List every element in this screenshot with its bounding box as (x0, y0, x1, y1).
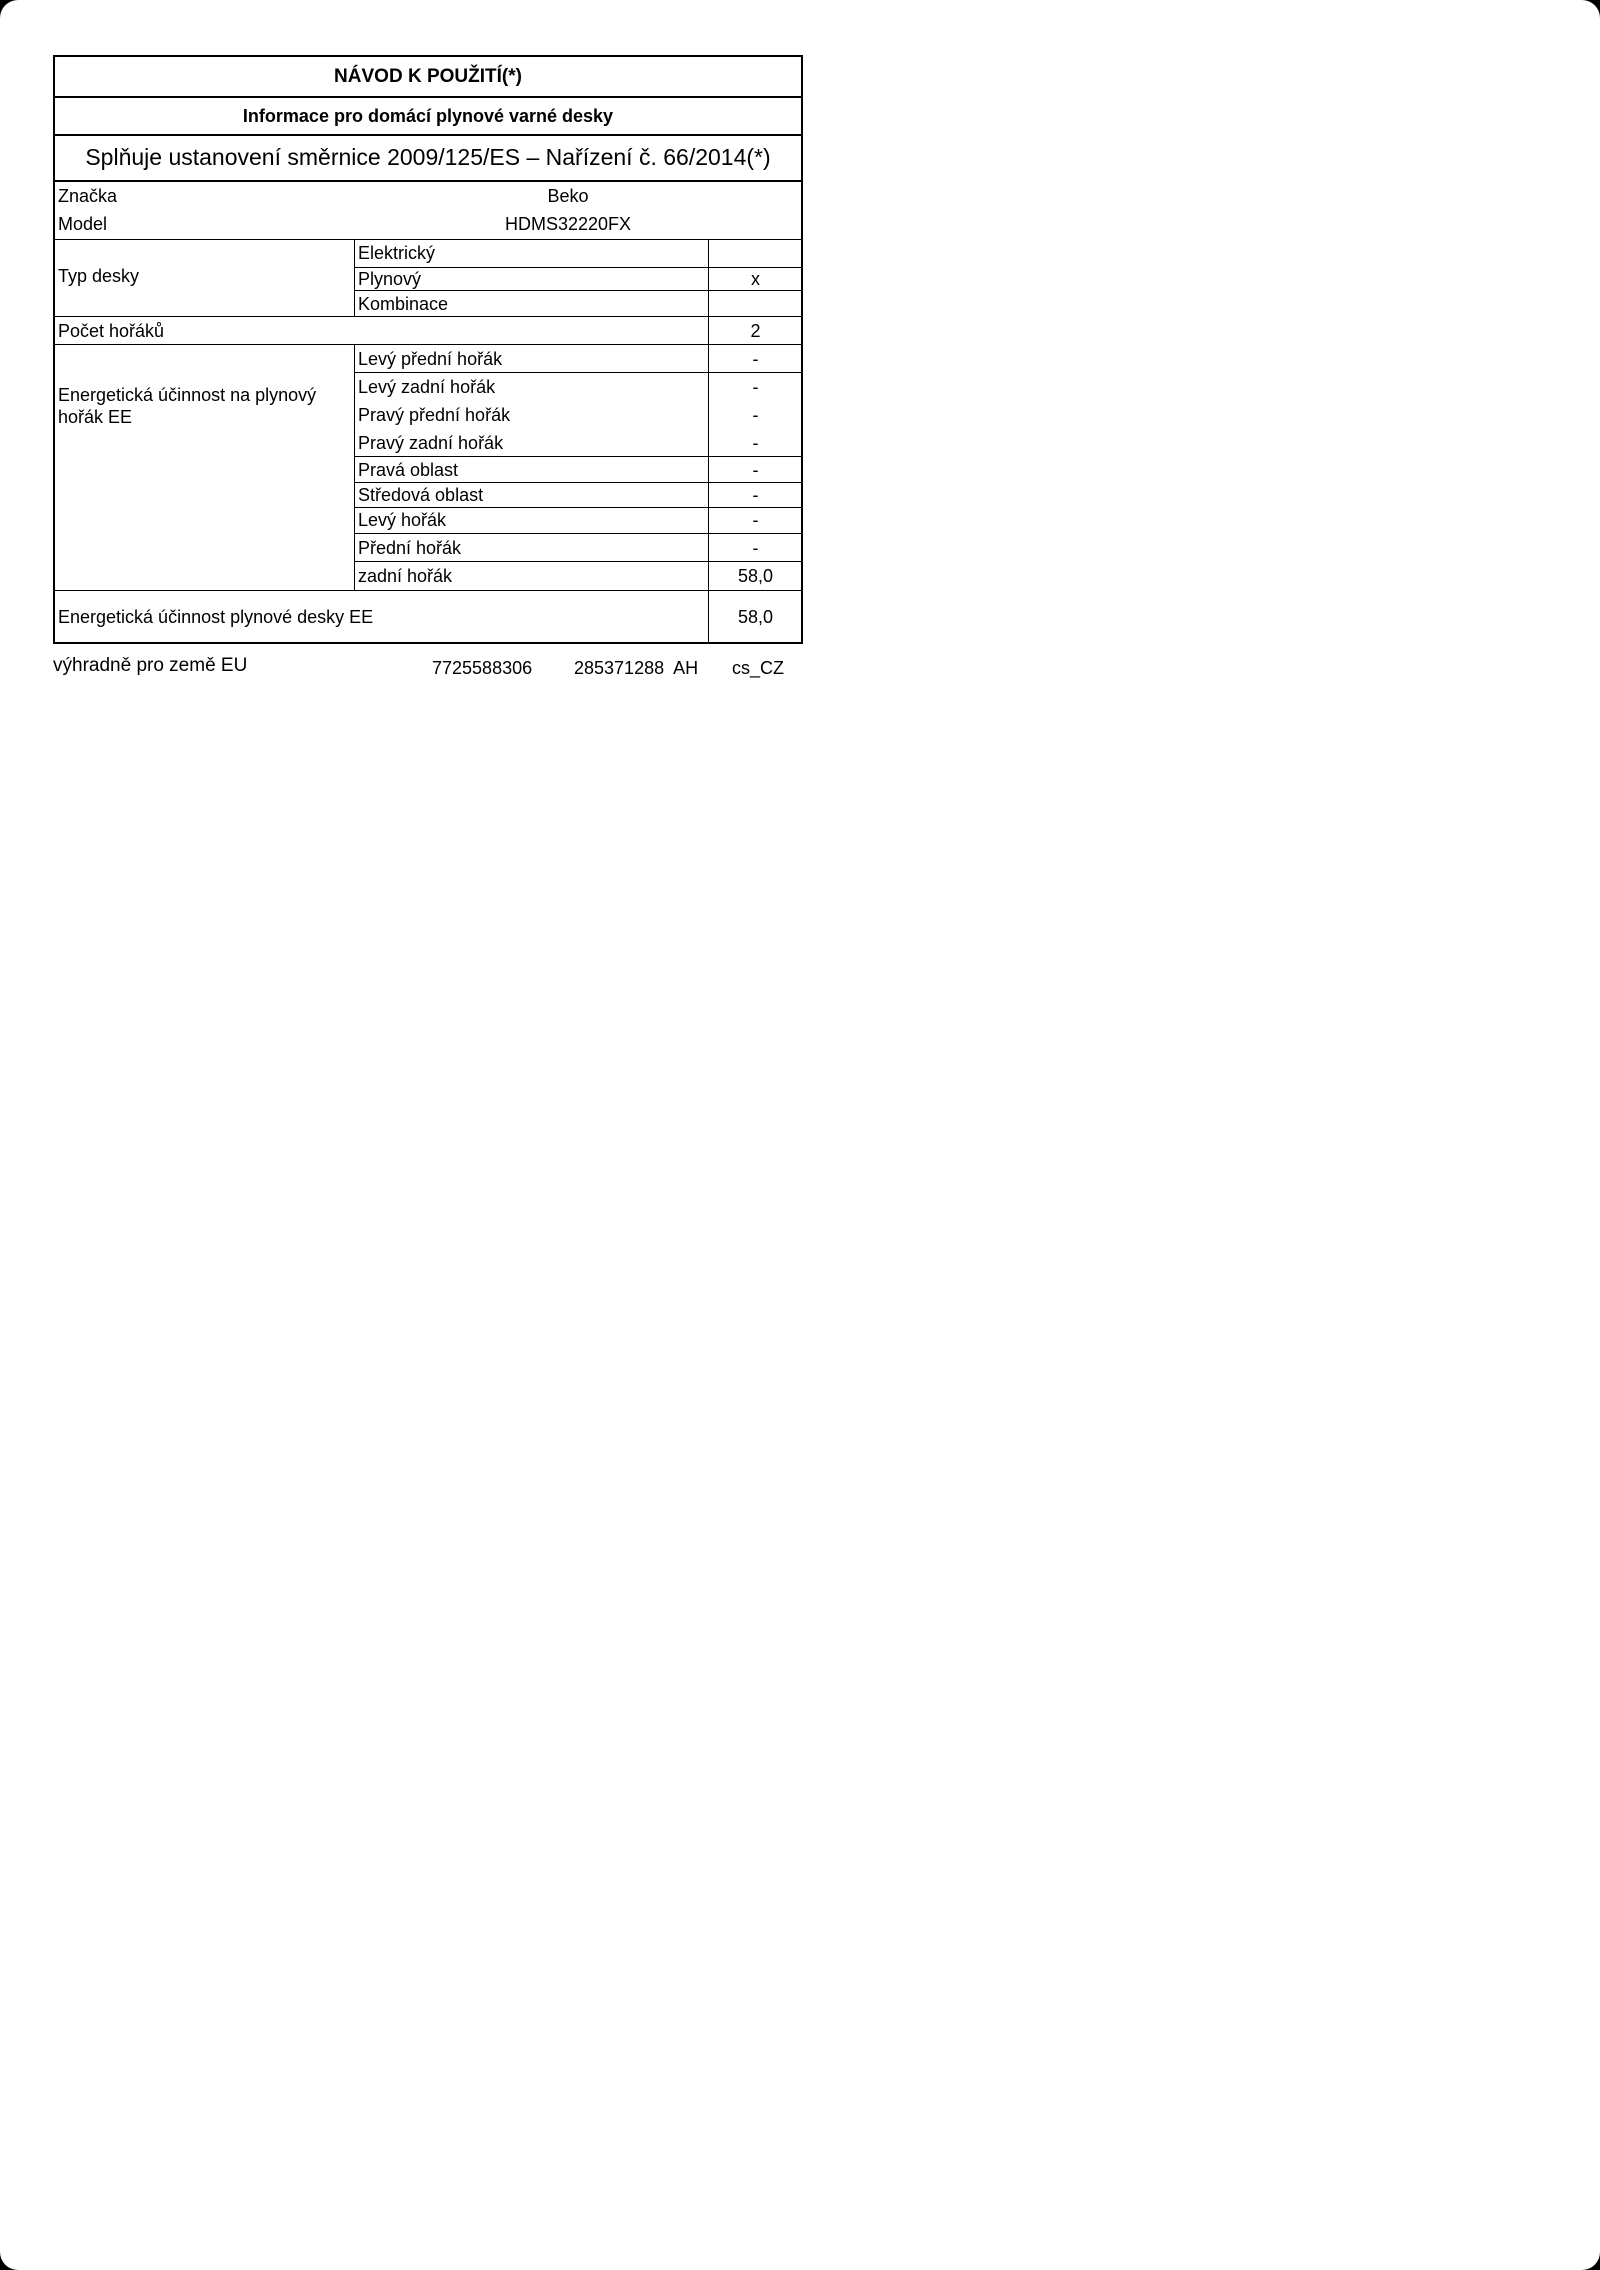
document-revision: 285371288 AH (574, 658, 699, 678)
hob-type-option-value: x (751, 269, 760, 289)
regulation-statement: Splňuje ustanovení směrnice 2009/125/ES – Nařízení č. 66/2014(*) (85, 144, 771, 170)
brand-value: Beko (547, 186, 589, 206)
burner-row-label: Levý hořák (358, 510, 447, 530)
burner-row-label: Levý přední hořák (358, 349, 503, 369)
model-value: HDMS32220FX (504, 214, 632, 234)
burner-row-label: Levý zadní hořák (358, 377, 496, 397)
brand-label: Značka (58, 186, 118, 206)
hob-type-option: Plynový (358, 269, 422, 289)
burner-count-value: 2 (750, 321, 761, 341)
burner-row-value: - (752, 349, 759, 369)
hob-efficiency-label: Energetická účinnost plynové desky EE (58, 607, 374, 627)
burner-row-label: zadní hořák (358, 566, 453, 586)
hob-type-option: Kombinace (358, 294, 449, 314)
burner-row-value: - (752, 538, 759, 558)
hob-type-option: Elektrický (358, 243, 436, 263)
region-note: výhradně pro země EU (53, 655, 248, 676)
hob-type-label: Typ desky (58, 266, 140, 286)
burner-count-label: Počet hořáků (58, 321, 165, 341)
burner-row-value: - (752, 510, 759, 530)
hob-efficiency-value: 58,0 (737, 607, 774, 627)
burner-row-value: 58,0 (737, 566, 774, 586)
burner-row-value: - (752, 485, 759, 505)
product-info-table (53, 55, 803, 644)
burner-row-value: - (752, 433, 759, 453)
burner-row-value: - (752, 405, 759, 425)
burner-row-label: Pravý zadní hořák (358, 433, 504, 453)
model-label: Model (58, 214, 108, 234)
burner-row-label: Pravá oblast (358, 460, 459, 480)
burner-efficiency-label: Energetická účinnost na plynový hořák EE (58, 385, 317, 427)
document-subtitle: Informace pro domácí plynové varné desky (242, 106, 614, 126)
burner-row-label: Pravý přední hořák (358, 405, 511, 425)
burner-row-label: Středová oblast (358, 485, 484, 505)
locale-code: cs_CZ (732, 658, 785, 678)
burner-row-value: - (752, 377, 759, 397)
burner-row-value: - (752, 460, 759, 480)
document-code: 7725588306 (432, 658, 533, 678)
burner-row-label: Přední hořák (358, 538, 462, 558)
document-title: NÁVOD K POUŽITÍ(*) (334, 66, 522, 87)
